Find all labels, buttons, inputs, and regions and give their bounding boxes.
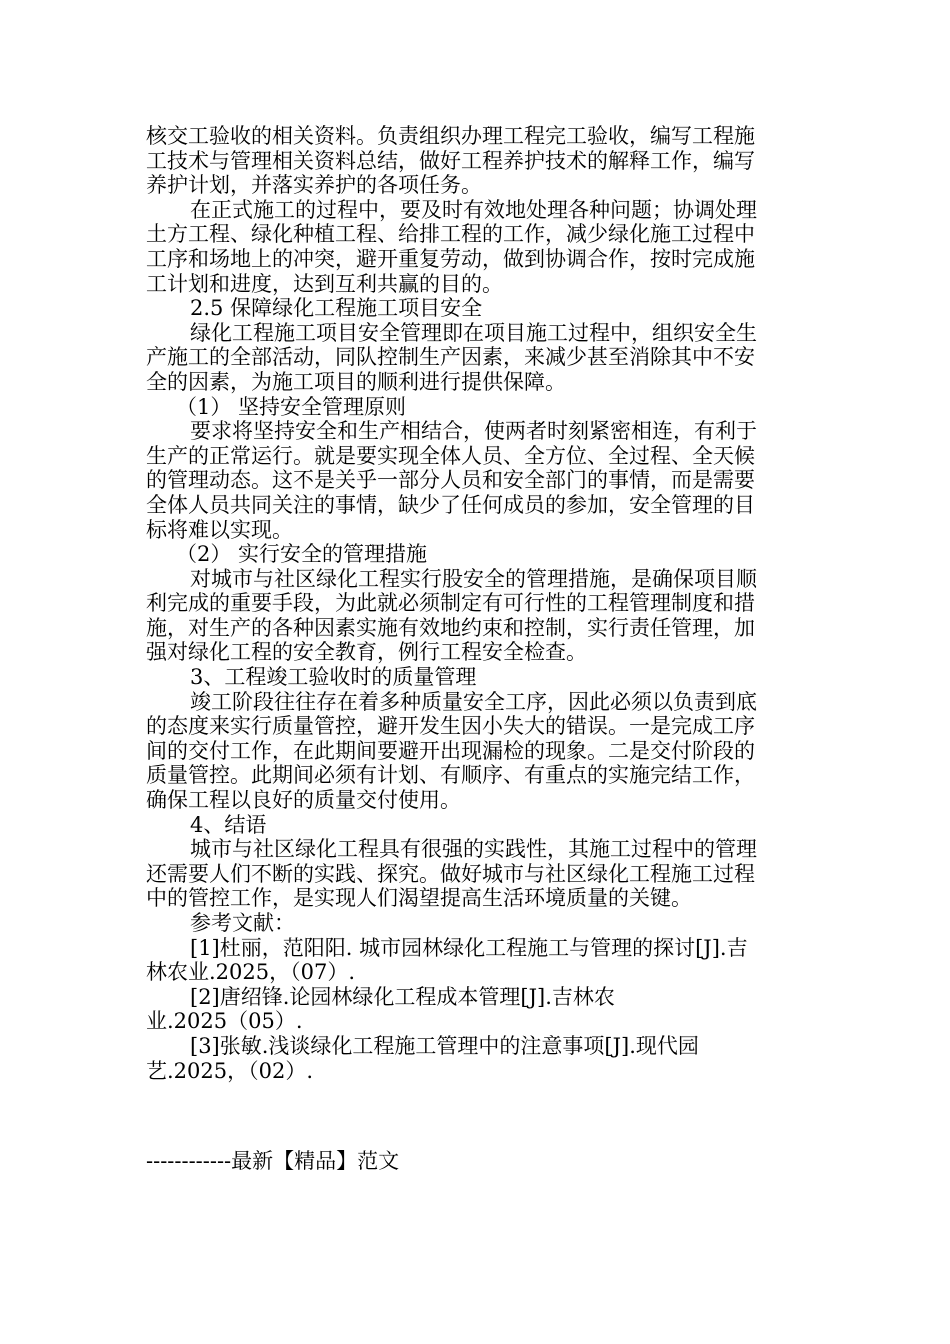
text-line: 城市与社区绿化工程具有很强的实践性，其施工过程中的管理 [190,837,757,862]
text-line: 业.2025（05）. [146,1009,303,1034]
text-line: （1） 坚持安全管理原则 [176,394,407,419]
text-line: 在正式施工的过程中，要及时有效地处理各种问题；协调处理 [190,197,757,222]
text-line: 要求将坚持安全和生产相结合，使两者时刻紧密相连，有利于 [190,419,757,444]
text-line: 生产的正常运行。就是要实现全体人员、全方位、全过程、全天候 [146,443,755,468]
text-line: 绿化工程施工项目安全管理即在项目施工过程中，组织安全生 [190,320,757,345]
document-body [146,124,806,1083]
text-line: 全体人员共同关注的事情，缺少了任何成员的参加，安全管理的目 [146,492,755,517]
text-line: [3]张敏.浅谈绿化工程施工管理中的注意事项[J].现代园 [190,1033,699,1058]
text-line: 林农业.2025，（07）. [146,960,356,985]
text-line: 还需要人们不断的实践、探究。做好城市与社区绿化工程施工过程 [146,861,755,886]
text-line: 土方工程、绿化种植工程、给排工程的工作，减少绿化施工过程中 [146,222,755,247]
text-line: [1]杜丽，范阳阳. 城市园林绿化工程施工与管理的探讨[J].吉 [190,935,748,960]
text-line: 间的交付工作，在此期间要避开出现漏检的现象。二是交付阶段的 [146,738,755,763]
text-line: 参考文献： [190,911,295,935]
text-line: 标将难以实现。 [146,517,293,542]
text-line: 施，对生产的各种因素实施有效地约束和控制，实行责任管理，加 [146,615,755,640]
text-line: 养护计划，并落实养护的各项任务。 [146,173,482,198]
document-footer: ------------最新【精品】范文 [146,1149,400,1173]
text-line: 强对绿化工程的安全教育，例行工程安全检查。 [146,640,587,665]
text-line: 中的管控工作，是实现人们渴望提高生活环境质量的关键。 [146,886,692,911]
text-line: 质量管控。此期间必须有计划、有顺序、有重点的实施完结工作， [146,763,755,788]
text-line: 利完成的重要手段，为此就必须制定有可行性的工程管理制度和措 [146,591,755,616]
text-line: 确保工程以良好的质量交付使用。 [146,788,461,813]
text-line: 艺.2025，（02）. [146,1058,314,1083]
text-line: 竣工阶段往往存在着多种质量安全工序，因此必须以负责到底 [190,689,757,714]
text-line: [2]唐绍锋.论园林绿化工程成本管理[J].吉林农 [190,984,615,1009]
text-line: 产施工的全部活动，同队控制生产因素，来减少甚至消除其中不安 [146,345,755,370]
text-line: 全的因素，为施工项目的顺利进行提供保障。 [146,369,566,394]
text-line: 的态度来实行质量管控，避开发生因小失大的错误。一是完成工序 [146,714,755,739]
text-line: 工技术与管理相关资料总结，做好工程养护技术的解释工作，编写 [146,148,755,173]
text-line: 工计划和进度，达到互利共赢的目的。 [146,271,503,296]
text-line: 4、结语 [190,812,267,837]
text-line: 对城市与社区绿化工程实行股安全的管理措施，是确保项目顺 [190,566,757,591]
text-line: 工序和场地上的冲突，避开重复劳动，做到协调合作，按时完成施 [146,246,755,271]
text-line: （2） 实行安全的管理措施 [176,542,428,567]
text-line: 的管理动态。这不是关乎一部分人员和安全部门的事情，而是需要 [146,468,755,493]
text-line: 核交工验收的相关资料。负责组织办理工程完工验收，编写工程施 [146,124,755,148]
text-line: 3、工程竣工验收时的质量管理 [190,665,477,690]
text-line: 2.5 保障绿化工程施工项目安全 [190,296,483,321]
